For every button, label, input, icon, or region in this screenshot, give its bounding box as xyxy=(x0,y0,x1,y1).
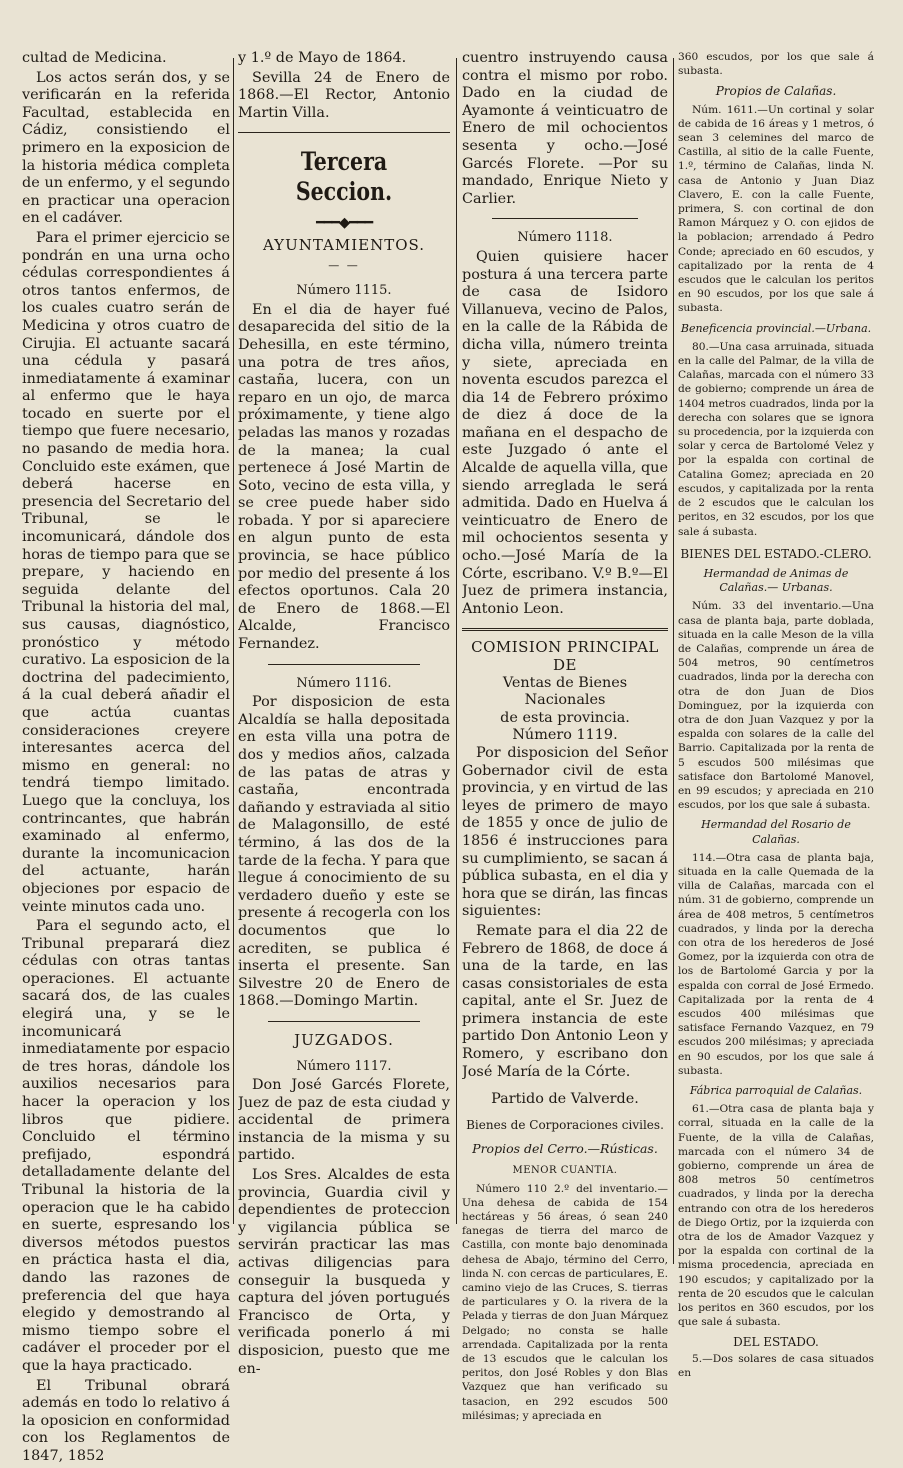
paragraph: Núm. 33 del inventario.—Una casa de planta baja, parte doblada, situada en la calle Meson de la villa de Calañas, comprende un área de 504 metros, 90 centímetros cuadrados, linda por la derecha con otra de don Juan de Dios Dominguez, por la izquierda con otra de don Juan Vazquez y por la espalda con solares de la calle del Barrio. Capitalizada por la renta de 5 escudos 500 milésimas que satisface don Bartolomé Manovel, en 99 escudos; y apreciada en 210 escudos, por los que sale á subasta. xyxy=(678,600,874,812)
paragraph: Remate para el dia 22 de Febrero de 1868, de doce á una de la tarde, en las casas consistoriales de esta capital, ante el Sr. Juez de primera instancia de este partido Don Antonio Leon y Romero, y escribano don José María de la Córte. xyxy=(462,922,668,1080)
paragraph: Los Sres. Alcaldes de esta provincia, Guardia civil y dependientes de proteccion y vigilancia pública se servirán practicar las mas activas diligencias para conseguir la busqueda y captura del jóven portugués Francisco de Orta, y verificada ponerlo á mi disposicion, puesto que me en- xyxy=(238,1167,450,1377)
column-3 xyxy=(462,50,668,1425)
subcategory-heading: Fábrica parroquial de Calañas. xyxy=(689,1084,863,1098)
paragraph: Núm. 1611.—Un cortinal y solar de cabida de 16 áreas y 1 metros, ó sean 3 celemines del marco de Castilla, al sitio de la calle Fuente, 1.º, término de Calañas, linda N. casa de Antonio y Juan Diaz Clavero, E. con la calle Fuente, primera, S. con cortinal de don Ramon Márquez y O. con ejidos de la poblacion; arrendado á Pedro Conde; apreciado en 60 escudos, y capitalizado por la renta de 4 escudos que le calculan los peritos en 90 escudos, por los que sale á subasta. xyxy=(678,103,874,315)
district-heading: Partido de Valverde. xyxy=(491,1091,639,1108)
notice-number: Número 1116. xyxy=(296,675,392,691)
section-heading-ayuntamientos: AYUNTAMIENTOS. xyxy=(262,235,426,254)
paragraph: Número 110 2.º del inventario.—Una dehesa de cabida de 154 hectáreas y 56 áreas, ó sean 240 fanegas de tierra del marco de Castilla, con monte bajo denominada dehesa de Abajo, término del Cerro, linda N. con cercas de particulares, E. camino viejo de las Cruces, S. tierras de particulares y O. la rivera de la Pelada y tierras de don Juan Márquez Delgado; no consta se halle arrendada. Capitalizada por la renta de 13 escudos que le calculan los peritos, don José Robles y don Blas Vazquez que han verificado su tasacion, en 292 escudos 500 milésimas; y apreciada en xyxy=(462,1182,668,1422)
paragraph: Los actos serán dos, y se verificarán en la referida Facultad, establecida en Cádiz, consistiendo el primero en la exposicion de la historia médica completa de un enfermo, y el segundo en practicar una operacion en el cadáver. xyxy=(22,69,230,227)
section-heading-comision: COMISION PRINCIPAL DE xyxy=(471,638,659,674)
notice-divider xyxy=(268,664,420,665)
paragraph: Para el segundo acto, el Tribunal preparará diez cédulas con otras tantas operaciones. El actuante sacará dos, de las cuales elegirá una, y se le incomunicará inmediatamente por espacio de tres horas, dándole los auxilios necesarios para hacer la operacion y los libros que pidiere. Concluido el término prefijado, espondrá detalladamente delante del Tribunal la historia de la operacion que le ha cabido en suerte, espresando los diversos métodos puestos en práctica hasta el dia, dando las razones de preferencia del que haya elegido y demostrando al mismo tiempo sobre el cadáver el proceder por el que la haya practicado. xyxy=(22,918,230,1374)
paragraph: 114.—Otra casa de planta baja, situada en la calle Quemada de la villa de Calañas, marcada con el núm. 31 de gobierno, comprende un área de 408 metros, 5 centímetros cuadrados, y linda por la derecha con otra de los herederos de José Gomez, por la izquierda con otra de los de Bartolomé Garcia y por la espalda con corral de José Ermedo. Capitalizada por la renta de 4 escudos 400 milésimas que satisface Fernando Vazquez, en 79 escudos 200 milésimas; y apreciada en 90 escudos, por los que sale á subasta. xyxy=(678,851,874,1077)
notice-number: Número 1119. xyxy=(512,727,618,744)
section-heading-juzgados: JUZGADOS. xyxy=(294,1030,394,1049)
paragraph: Quien quisiere hacer postura á una tercera parte de casa de Isidoro Villanueva, vecino de Palos, en la calle de la Rábida de dicha villa, número treinta y siete, apreciada en noventa escudos parezca el dia 14 de Febrero próximo de diez á doce de la mañana en el despacho de este Juzgado ó ante el Alcalde de aquella villa, que siendo arreglada le será admitida. Dado en Huelva á veinticuatro de Enero de mil ochocientos sesenta y ocho.—José María de la Córte, escribano. V.º B.º—El Juez de primera instancia, Antonio Leon. xyxy=(462,248,668,617)
subcategory-heading: Hermandad de Animas de Calañas.— Urbanas. xyxy=(703,566,849,595)
subcategory-label: MENOR CUANTIA. xyxy=(512,1165,618,1177)
short-rule: — — xyxy=(328,258,360,272)
category-heading: DEL ESTADO. xyxy=(733,1335,819,1350)
paragraph: El Tribunal obrará además en todo lo relativo á la oposicion en conformidad con los Reglamentos de 1847, 1852 xyxy=(22,1377,230,1464)
notice-divider xyxy=(492,218,638,219)
paragraph: 5.—Dos solares de casa situados en xyxy=(678,1352,874,1379)
paragraph: y 1.º de Mayo de 1864. xyxy=(238,50,407,66)
section-title: Tercera Seccion. xyxy=(295,147,393,207)
subcategory-heading: Propios de Calañas. xyxy=(715,84,837,99)
column-rule xyxy=(233,58,234,1224)
paragraph: cuentro instruyendo causa contra el mismo por robo. Dado en la ciudad de Ayamonte á veinticuatro de Enero de mil ochocientos sesenta y ocho.—José Garcés Florete. —Por su mandado, Enrique Nieto y Carlier. xyxy=(462,50,668,207)
subcategory-heading: Hermandad del Rosario de Calañas. xyxy=(701,818,851,846)
notice-number: Número 1117. xyxy=(296,1058,392,1074)
section-subheading: de esta provincia. xyxy=(500,709,630,726)
notice-number: Número 1118. xyxy=(517,230,613,246)
column-4 xyxy=(678,50,874,1382)
category-heading: BIENES DEL ESTADO.-CLERO. xyxy=(680,546,872,561)
paragraph: Por disposicion del Señor Gobernador civil de esta provincia, y en virtud de las leyes de primero de mayo de 1855 y once de julio de 1856 é instrucciones para su cumplimiento, se sacan á pública subasta, en el dia y hora que se dirán, las fincas siguientes: xyxy=(462,744,668,920)
paragraph: Para el primer ejercicio se pondrán en una urna ocho cédulas correspondientes á otros tantos enfermos, de los cuales cuatro serán de Medicina y otros cuatro de Cirujia. El actuante sacará una cédula y pasará inmediatamente á examinar al enfermo que le haya tocado en suerte por el tiempo que fuere necesario, no pasando de media hora. Concluido este exámen, que deberá hacerse en presencia del Secretario del Tribunal, se le incomunicará, dándole dos horas de tiempo para que se prepare, y haciendo en seguida delante del Tribunal la historia del mal, sus causas, diagnóstico, pronóstico y método curativo. La esposicion de la doctrina del padecimiento, á la cual deberá añadir el que actúa cuantas consideraciones creyere interesantes acerca del mismo en general: no tendrá tiempo limitado. Luego que la concluya, los contrincantes, que habrán examinado al enfermo, durante la incomunicacion del actuante, harán objeciones por espacio de veinte minutos cada uno. xyxy=(22,229,230,915)
column-2 xyxy=(238,50,450,1380)
column-rule xyxy=(673,58,674,1264)
paragraph: Don José Garcés Florete, Juez de paz de esta ciudad y accidental de primera instancia de la misma y su partido. xyxy=(238,1077,450,1164)
section-divider xyxy=(462,628,668,631)
subcategory-heading: Beneficencia provincial.—Urbana. xyxy=(680,321,872,335)
paragraph: cultad de Medicina. xyxy=(22,50,167,66)
notice-divider xyxy=(268,1021,420,1022)
paragraph: Por disposicion de esta Alcaldía se halla depositada en esta villa una potra de dos y medios años, calzada de las patas de atras y castaña, encontrada dañando y estraviada al sitio de Malagonsillo, de esté término, á las dos de la tarde de la fecha. Y para que llegue á conocimiento de su verdadero dueño y este se presente á recogerla con los documentos que lo acrediten, se publica é inserta el presente. San Silvestre 20 de Enero de 1868.—Domingo Martin. xyxy=(238,694,450,1010)
paragraph: 360 escudos, por los que sale á subasta. xyxy=(678,51,874,78)
column-rule xyxy=(456,58,457,1224)
ornament-divider: ━━━◆━━━ xyxy=(315,215,373,232)
paragraph: En el dia de hayer fué desaparecida del sitio de la Dehesilla, en este término, una potra de tres años, castaña, lucera, con un reparo en un ojo, de marca próximamente, y tiene algo peladas las manos y rozadas de la manea; la cual pertenece á José Martin de Soto, vecino de esta villa, y se cree puede haber sido robada. Y por si apareciere en algun punto de esta provincia, se hace público por medio del presente á los efectos oportunos. Cala 20 de Enero de 1868.—El Alcalde, Francisco Fernandez. xyxy=(238,301,450,653)
section-subheading: Ventas de Bienes Nacionales xyxy=(502,674,628,709)
paragraph: 80.—Una casa arruinada, situada en la calle del Palmar, de la villa de Calañas, marcada con el número 33 de gobierno; comprende un área de 1404 metros cuadrados, linda por la derecha con solares que se ignora su procedencia, por la izquierda con solar y cerca de Bartolomé Velez y por la espalda con cortinal de Catalina Gomez; apreciada en 20 escudos, y capitalizada por la renta de 2 escudos que le calculan los peritos, en 32 escudos, por los que sale á subasta. xyxy=(678,340,874,538)
signature-line: Sevilla 24 de Enero de 1868.—El Rector, Antonio Martin Villa. xyxy=(238,69,450,121)
category-heading: Bienes de Corporaciones civiles. xyxy=(466,1117,664,1132)
section-divider xyxy=(238,132,450,133)
notice-number: Número 1115. xyxy=(296,283,392,299)
paragraph: 61.—Otra casa de planta baja y corral, situada en la calle de la Fuente, de la villa de Calañas, marcada con el número 34 de gobierno, comprende un área de 808 metros 50 centímetros cuadrados, y linda por la derecha entrando con otra de los herederos de Diego Ortiz, por la izquierda con otra de los de Amador Vazquez y por la espalda con cortinal de la misma procedencia, apreciada en 190 escudos; y capitalizado por la renta de 20 escudos que le calculan los peritos en 360 escudos, por los que sale á subasta. xyxy=(678,1103,874,1329)
subcategory-heading: Propios del Cerro.—Rústicas. xyxy=(472,1141,658,1157)
column-1 xyxy=(22,50,230,1468)
